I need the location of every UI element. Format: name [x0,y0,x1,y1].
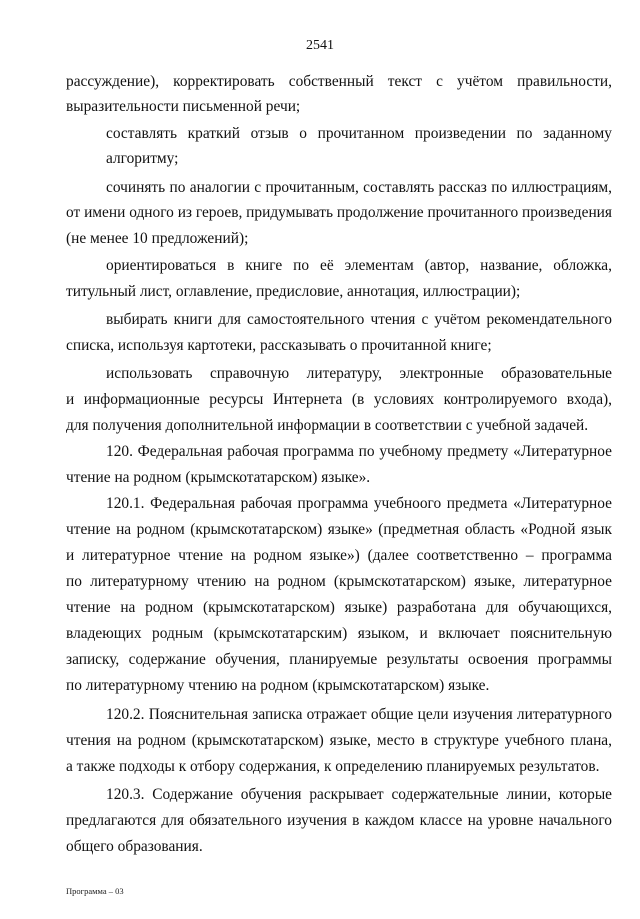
paragraph-line: выразительности письменной речи; [66,98,301,115]
page-number: 2541 [306,38,334,53]
paragraph-line: по литературному чтению на родном (крымскотатарском) языке, литературное [66,573,612,590]
paragraph-line: и информационные ресурсы Интернета (в условиях контролируемого входа), [66,391,612,408]
paragraph-line: выбирать книги для самостоятельного чтения с учётом рекомендательного [106,311,612,328]
footer-label: Программа – 03 [66,886,124,896]
paragraph-line: по литературному чтению на родном (крымскотатарском) языке. [66,677,490,694]
paragraph-line: (не менее 10 предложений); [66,230,249,247]
paragraph-line: записку, содержание обучения, планируемые результаты освоения программы [66,651,612,668]
paragraph-line: использовать справочную литературу, электронные образовательные [106,365,612,382]
paragraph-line: 120.1. Федеральная рабочая программа учебноого предмета «Литературное [106,495,612,512]
paragraph-line: чтения на родном (крымскотатарском) языке, место в структуре учебного плана, [66,732,612,749]
paragraph-line: чтение на родном (крымскотатарском) языке». [66,469,371,486]
paragraph-line: владеющих родным (крымскотатарским) языком, и включает пояснительную [66,625,612,642]
paragraph-line: чтение на родном (крымскотатарском) языке) разработана для обучающихся, [66,599,612,616]
paragraph-line: рассуждение), корректировать собственный текст с учётом правильности, [66,73,612,90]
paragraph-line: для получения дополнительной информации в соответствии с учебной задачей. [66,417,589,434]
paragraph-line: 120. Федеральная рабочая программа по учебному предмету «Литературное [106,443,612,460]
paragraph-line: и литературное чтение на родном языке») (далее соответственно – программа [66,547,612,564]
paragraph-line: титульный лист, оглавление, предисловие, аннотация, иллюстрации); [66,283,521,300]
paragraph-line: чтение на родном (крымскотатарском) языке» (предметная область «Родной язык [66,521,612,538]
paragraph-line: ориентироваться в книге по её элементам (автор, название, обложка, [106,257,612,274]
paragraph-line: общего образования. [66,838,203,855]
paragraph-line: алгоритму; [106,150,179,167]
paragraph-line: 120.3. Содержание обучения раскрывает содержательные линии, которые [106,786,612,803]
paragraph-line: предлагаются для обязательного изучения в каждом классе на уровне начального [66,812,612,829]
paragraph-line: от имени одного из героев, придумывать продолжение прочитанного произведения [66,204,612,221]
paragraph-line: 120.2. Пояснительная записка отражает общие цели изучения литературного [106,706,612,723]
paragraph-line: списка, используя картотеки, рассказывать о прочитанной книге; [66,337,492,354]
paragraph-line: составлять краткий отзыв о прочитанном произведении по заданному [106,125,612,142]
paragraph-line: а также подходы к отбору содержания, к определению планируемых результатов. [66,758,600,775]
paragraph-line: сочинять по аналогии с прочитанным, составлять рассказ по иллюстрациям, [106,179,612,196]
